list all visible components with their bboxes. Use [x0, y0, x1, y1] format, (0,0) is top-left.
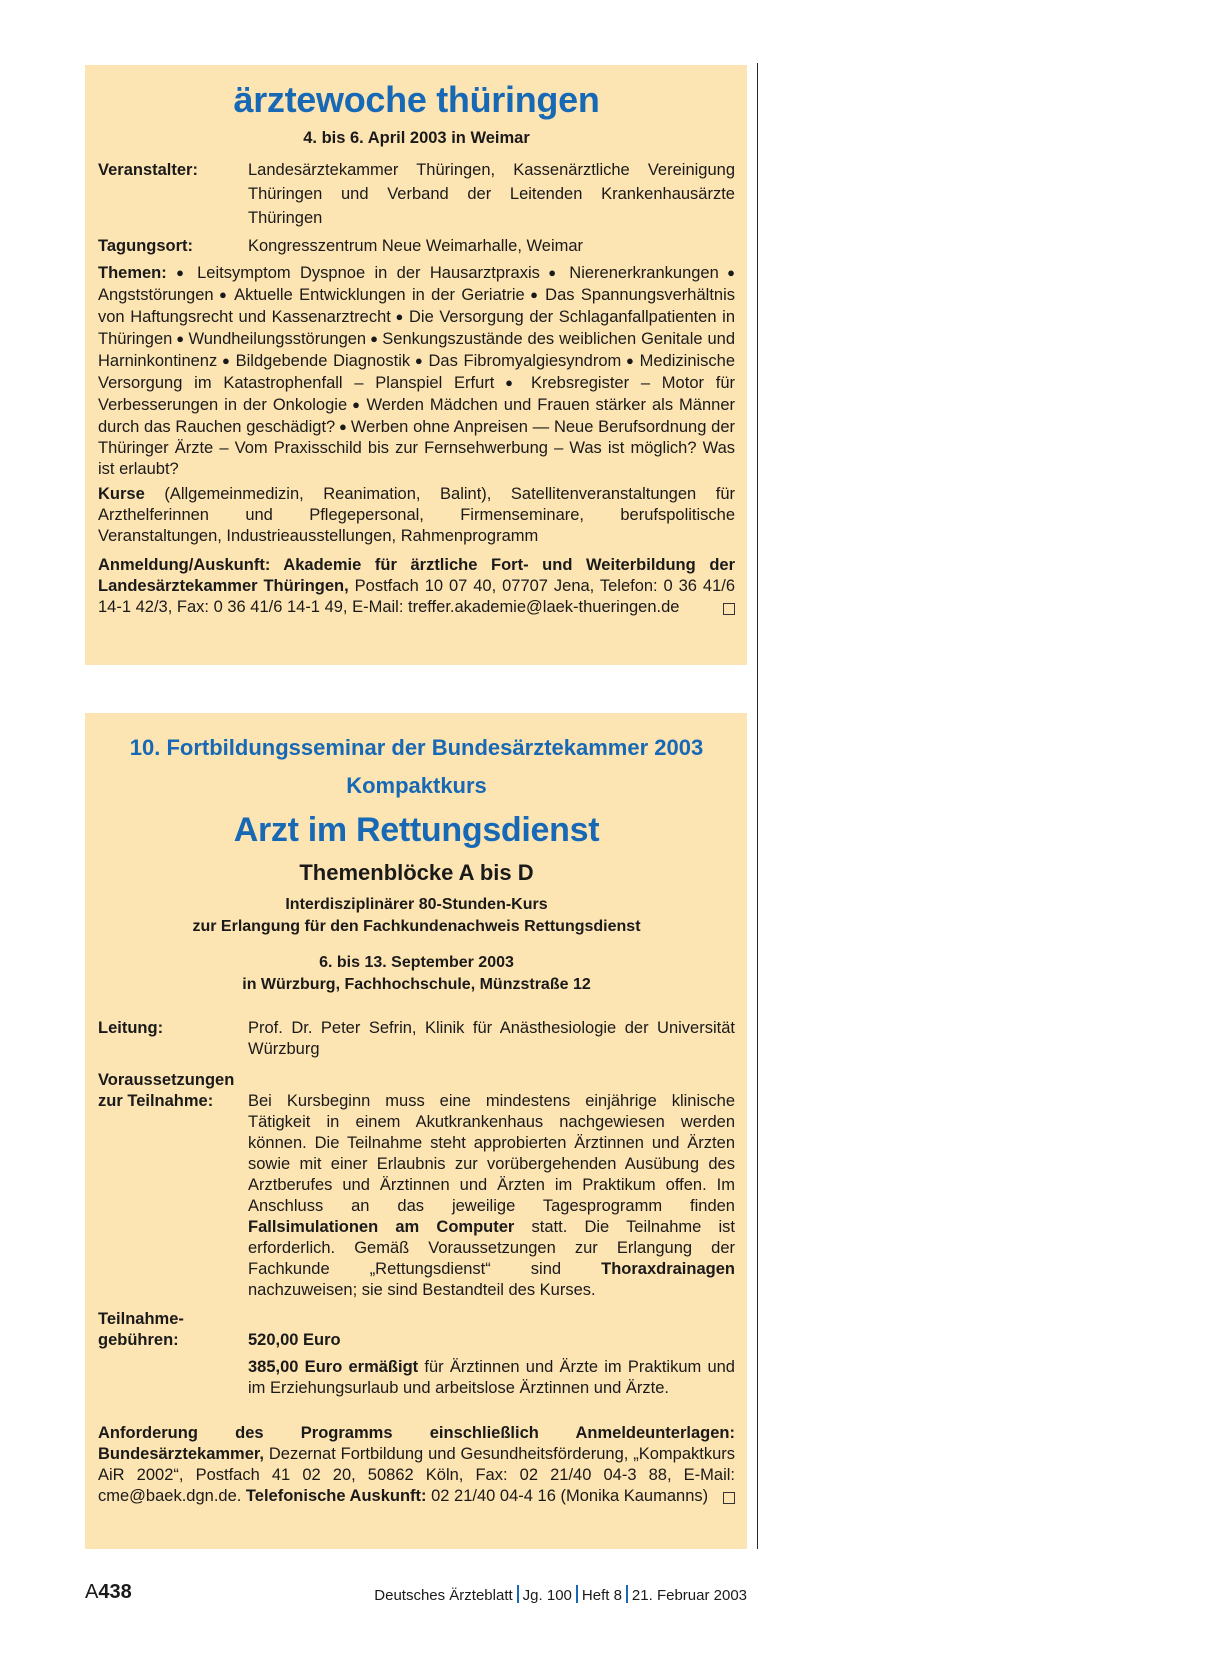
bullet-icon: ● — [172, 331, 189, 346]
phone-info-bold: Telefonische Auskunft: — [245, 1487, 427, 1505]
requirements-label — [98, 1070, 248, 1301]
requirements-label-line1: Voraussetzungen — [98, 1071, 235, 1089]
bullet-icon: ● — [213, 287, 235, 302]
bullet-icon: ● — [366, 331, 383, 346]
program-request-text: Dezernat Fortbildung und Gesundheitsförderung, „Kompaktkurs AiR 2002“, Postfach 41 02 20, 50862 Köln, Fax: 02 21/40 04-3 88, E-Mail: cme@baek.dgn.de. — [98, 1445, 735, 1505]
end-square-icon — [723, 603, 735, 615]
fees-label — [98, 1309, 248, 1399]
requirements-row — [98, 1070, 735, 1301]
fees-label-line2: gebühren: — [98, 1331, 179, 1349]
requirements-text-3: nachzuweisen; sie sind Bestandteil des Kurses. — [248, 1281, 596, 1299]
requirements-bold-2: Thoraxdrainagen — [601, 1260, 735, 1278]
courses-paragraph — [98, 484, 735, 547]
journal-volume: Jg. 100 — [522, 1587, 572, 1604]
registration-text: Postfach 10 07 40, 07707 Jena, Telefon: 0 36 41/6 14-1 42/3, Fax: 0 36 41/6 14-1 49, E-Mail: treffer.akademie@laek-thueringen.de — [98, 577, 736, 616]
fee-reduced-bold: 385,00 Euro ermäßigt — [248, 1358, 419, 1376]
bullet-icon: ● — [390, 309, 409, 324]
course-date-place — [98, 952, 735, 996]
phone-info-text: 02 21/40 04-4 16 (Monika Kaumanns) — [426, 1487, 709, 1505]
bullet-icon: ● — [718, 265, 736, 280]
announcement-aerztewoche — [85, 65, 747, 665]
page-prefix: A — [85, 1581, 99, 1603]
bullet-icon: ● — [176, 265, 198, 280]
journal-date: 21. Februar 2003 — [631, 1587, 747, 1604]
separator — [626, 1585, 628, 1603]
topic-item: Werden Mädchen und Frauen stärker als Männer durch das Rauchen geschädigt? — [98, 396, 735, 436]
bullet-icon: ● — [621, 353, 640, 368]
leitung-value: Prof. Dr. Peter Sefrin, Klinik für Anästhesiologie der Universität Würzburg — [248, 1019, 735, 1058]
journal-issue: Heft 8 — [581, 1587, 622, 1604]
topic-item: Bildgebende Diagnostik — [235, 352, 411, 370]
journal-info — [374, 1585, 747, 1604]
registration-bold: Anmeldung/Auskunft: Akademie für ärztliche Fort- und Weiterbildung der Landesärztekammer Thüringen, — [98, 556, 735, 595]
organizer-label: Veranstalter: — [98, 161, 198, 179]
venue-row — [98, 234, 735, 258]
page-number — [85, 1581, 132, 1604]
requirements-label-line2: zur Teilnahme: — [98, 1092, 214, 1110]
fees-label-line1: Teilnahme- — [98, 1310, 184, 1328]
fees-value — [248, 1309, 735, 1399]
event-date: 4. bis 6. April 2003 in Weimar — [303, 129, 530, 147]
announcement-rettungsdienst — [85, 713, 747, 1549]
topic-item: Nierenerkrankungen — [569, 264, 719, 282]
requirements-value — [248, 1070, 735, 1301]
organizer-row — [98, 158, 735, 230]
program-request-paragraph — [98, 1423, 735, 1507]
leitung-row — [98, 1018, 735, 1060]
topic-item: Angststörungen — [98, 286, 214, 304]
course-subtitle — [98, 894, 735, 938]
bullet-icon: ● — [539, 265, 570, 280]
separator — [517, 1585, 519, 1603]
fee-reduced-text: für Ärztinnen und Ärzte im Praktikum und im Erziehungsurlaub und arbeitslose Ärztinnen und Ärzte. — [248, 1358, 735, 1397]
event-title: ärztewoche thüringen — [233, 79, 600, 120]
page-number-value: 438 — [98, 1581, 132, 1603]
course-subtitle-line2: zur Erlangung für den Fachkundenachweis Rettungsdienst — [192, 918, 641, 935]
requirements-text-2: statt. Die Teilnahme ist erforderlich. Gemäß Voraussetzungen zur Erlangung der Fachkunde „Rettungsdienst“ sind — [248, 1218, 735, 1278]
fees-row — [98, 1309, 735, 1399]
bullet-icon: ● — [217, 353, 236, 368]
end-square-icon — [723, 1492, 735, 1504]
course-title: Arzt im Rettungsdienst — [233, 811, 600, 849]
bullet-icon: ● — [494, 375, 531, 390]
topic-item: Senkungszustände des weiblichen Genitale und Harninkontinenz — [98, 330, 736, 370]
courses-label: Kurse — [98, 485, 145, 503]
seminar-series-title: 10. Fortbildungsseminar der Bundesärztekammer 2003 — [129, 735, 704, 760]
fee-full: 520,00 Euro — [248, 1331, 341, 1349]
topic-item: Das Spannungsverhältnis von Haftungsrecht und Kassenarztrecht — [98, 286, 735, 326]
topics-paragraph — [98, 262, 735, 480]
requirements-text-1: Bei Kursbeginn muss eine mindestens einjährige klinische Tätigkeit in einem Akutkrankenhaus nachgewiesen werden können. Die Teilnahme steht approbierten Ärztinnen und Ärzten sowie mit einer Erlaubnis zur vorübergehenden Ausübung des Arztberufes und Ärztinnen und Ärzten im Praktikum offen. Im Anschluss an das jeweilige Tagesprogramm finden — [248, 1092, 735, 1215]
venue-value: Kongresszentrum Neue Weimarhalle, Weimar — [248, 237, 584, 255]
topic-item: Krebsregister – Motor für Verbesserungen in der Onkologie — [98, 374, 736, 414]
topic-item: Leitsymptom Dyspnoe in der Hausarztpraxis — [197, 264, 540, 282]
column-rule — [757, 63, 758, 1549]
bullet-icon: ● — [410, 353, 429, 368]
course-blocks: Themenblöcke A bis D — [299, 860, 534, 885]
fee-reduced — [248, 1357, 735, 1399]
topic-item: Die Versorgung der Schlaganfallpatienten in Thüringen — [98, 308, 735, 348]
bullet-icon: ● — [347, 397, 367, 412]
journal-name: Deutsches Ärzteblatt — [374, 1587, 513, 1604]
requirements-bold-1: Fallsimulationen am Computer — [248, 1218, 515, 1236]
program-request-bold: Anforderung des Programms einschließlich Anmeldeunterlagen: Bundesärztekammer, — [98, 1424, 735, 1463]
course-subtitle-line1: Interdisziplinärer 80-Stunden-Kurs — [285, 896, 548, 913]
course-date: 6. bis 13. September 2003 — [319, 954, 514, 971]
page-footer — [85, 1583, 747, 1609]
topic-item: Das Fibromyalgiesyndrom — [428, 352, 622, 370]
topic-item: Aktuelle Entwicklungen in der Geriatrie — [234, 286, 525, 304]
courses-text: (Allgemeinmedizin, Reanimation, Balint), Satellitenveranstaltungen für Arzthelferinnen und Pflegepersonal, Firmenseminare, berufspolitische Veranstaltungen, Industrieausstellungen, Rahmenprogramm — [98, 485, 735, 545]
bullet-icon: ● — [335, 419, 351, 434]
course-type: Kompaktkurs — [346, 773, 487, 798]
venue-label: Tagungsort: — [98, 237, 194, 255]
organizer-value: Landesärztekammer Thüringen, Kassenärztliche Vereinigung Thüringen und Verband der Leitenden Krankenhausärzte Thüringen — [248, 161, 735, 227]
topic-item: Werben ohne Anpreisen — Neue Berufsordnung der Thüringer Ärzte – Vom Praxisschild bis zur Fernsehwerbung – Was ist möglich? Was ist erlaubt? — [98, 418, 736, 478]
registration-paragraph — [98, 555, 735, 618]
leitung-label: Leitung: — [98, 1019, 164, 1037]
topic-item: Wundheilungsstörungen — [188, 330, 367, 348]
topics-label: Themen: — [98, 264, 167, 282]
course-place: in Würzburg, Fachhochschule, Münzstraße 12 — [242, 976, 591, 993]
topic-item: Medizinische Versorgung im Katastrophenfall – Planspiel Erfurt — [98, 352, 736, 392]
separator — [576, 1585, 578, 1603]
bullet-icon: ● — [524, 287, 546, 302]
